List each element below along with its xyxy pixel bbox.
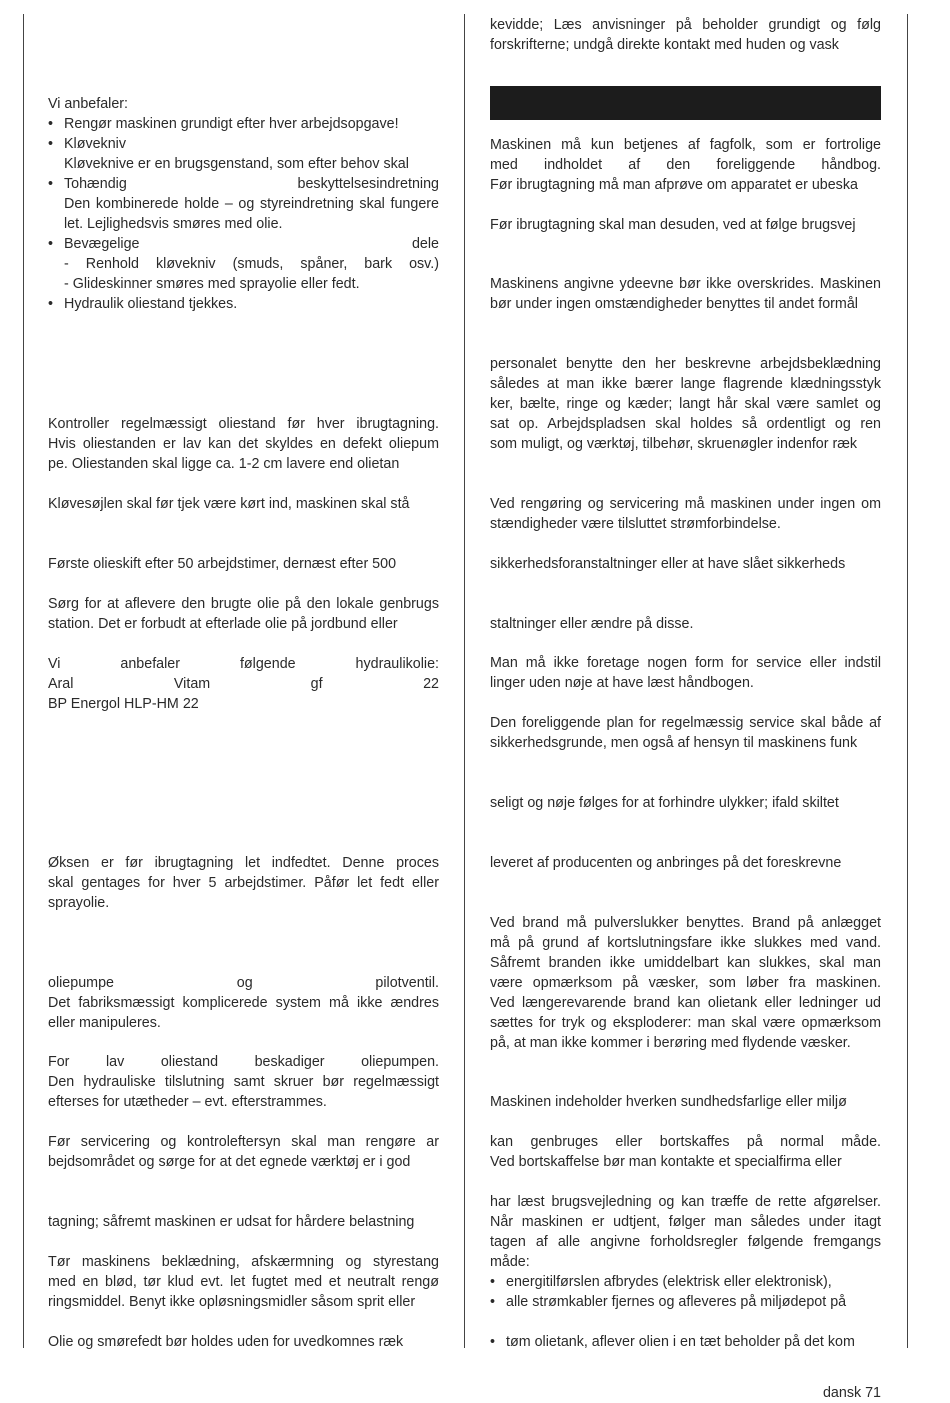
text-line: Den hydrauliske tilslutning samt skruer bør regelmæssigt	[48, 1074, 439, 1090]
text-line: Vi anbefaler:	[48, 96, 129, 112]
text-line: Sørg for at aflevere den brugte olie på den lokale genbrugs	[48, 596, 439, 612]
text-line: Før ibrugtagning må man afprøve om apparatet er ubeska	[490, 177, 858, 193]
text-line: tagning; såfremt maskinen er udsat for hårdere belastning	[48, 1214, 415, 1230]
text-line: Bevægelige dele	[64, 236, 439, 252]
text-line: Kontroller regelmæssigt oliestand før hver ibrugtagning.	[48, 416, 439, 432]
bullet-item	[48, 294, 439, 314]
left-paragraph-oil-level	[48, 414, 439, 474]
text-line: Hvis oliestanden er lav kan det skyldes en defekt oliepum	[48, 436, 439, 452]
text-line: bejdsområdet og sørge for at det egnede værktøj er i god	[48, 1154, 411, 1170]
right-paragraph-fire	[490, 913, 881, 1053]
text-line: Ved brand må pulverslukker benyttes. Brand på anlægget	[490, 915, 881, 931]
right-paragraph-hazardous	[490, 1092, 881, 1112]
text-line: må på grund af kortslutningsfare ikke slukkes med vand.	[490, 935, 881, 951]
text-line: tagen af alle angivne forholdsregler følgende fremgangs	[490, 1234, 881, 1250]
left-paragraph-low-oil	[48, 1052, 439, 1112]
text-line: Såfremt branden ikke umiddelbart kan slukkes, skal man	[490, 955, 881, 971]
bullet-item	[48, 114, 439, 134]
text-line: Tohændig beskyttelsesindretning	[64, 176, 439, 192]
left-paragraph-oil-storage	[48, 1332, 439, 1352]
left-paragraph-hydraulic-oil	[48, 654, 439, 714]
right-paragraph-adjustments	[490, 653, 881, 693]
text-line: pe. Oliestanden skal ligge ca. 1-2 cm lavere end olietan	[48, 456, 400, 472]
bullet-item	[48, 174, 439, 234]
text-line: Maskinens angivne ydeevne bør ikke overskrides. Maskinen	[490, 276, 881, 292]
text-line: ker, bælte, ringe og kæder; langt hår skal være samlet og	[490, 396, 881, 412]
text-line: Ved bortskaffelse bør man kontakte et specialfirma eller	[490, 1154, 842, 1170]
text-line: Kløveknive er en brugsgenstand, som efter behov skal	[64, 156, 409, 172]
bullet-icon: •	[490, 1294, 496, 1310]
right-paragraph-sign	[490, 853, 881, 873]
text-line: sikkerhedsforanstaltninger eller at have slået sikkerheds	[490, 556, 846, 572]
text-line: sættes for tryk og eksploderer: man skal være opmærksom	[490, 1015, 881, 1031]
text-line: forskrifterne; undgå direkte kontakt med huden og vask	[490, 37, 839, 53]
right-paragraph-modify	[490, 614, 881, 634]
text-line: kan genbruges eller bortskaffes på normal måde.	[490, 1134, 881, 1150]
bullet-item	[48, 134, 439, 174]
text-line: oliepumpe og pilotventil.	[48, 975, 439, 991]
text-line: station. Det er forbudt at efterlade olie på jordbund eller	[48, 616, 398, 632]
text-line: Den kombinerede holde – og styreindretning skal fungere	[64, 196, 439, 212]
right-paragraph-container	[490, 15, 881, 55]
right-paragraph-service-plan	[490, 713, 881, 753]
right-paragraph-safety-measures	[490, 554, 881, 574]
text-line: - Glideskinner smøres med sprayolie eller fedt.	[64, 276, 360, 292]
text-line: som muligt, og værktøj, tilbehør, skruenøgler indenfor ræk	[490, 436, 858, 452]
text-line: måde:	[490, 1254, 530, 1270]
text-line: kevidde; Læs anvisninger på beholder grundigt og følg	[490, 17, 881, 33]
left-paragraph-load	[48, 1212, 439, 1232]
left-paragraph-pump-valve	[48, 973, 439, 1033]
text-line: Den foreliggende plan for regelmæssig service skal både af	[490, 715, 881, 731]
text-line: være opmærksom på væsker, som løber fra maskinen.	[490, 975, 881, 991]
right-paragraph-accidents	[490, 793, 881, 813]
text-line: sikkerhedsgrunde, men også af hensyn til maskinens funk	[490, 735, 858, 751]
text-line: personalet benytte den her beskrevne arbejdsbeklædning	[490, 356, 881, 372]
left-paragraph-cleaning	[48, 1252, 439, 1312]
section-heading-bar	[490, 86, 881, 120]
bullet-icon: •	[48, 136, 54, 152]
text-line: Når maskinen er udtjent, følger man således under itagt	[490, 1214, 881, 1230]
text-line: Vi anbefaler følgende hydraulikolie:	[48, 656, 439, 672]
text-line: - Renhold kløvekniv (smuds, spåner, bark osv.)	[64, 256, 439, 272]
text-line: Aral Vitam gf 22	[48, 676, 439, 692]
right-paragraph-operators	[490, 135, 881, 195]
right-paragraph-before-use	[490, 215, 881, 235]
left-paragraph-oil-change	[48, 554, 439, 574]
bullet-icon: •	[490, 1274, 496, 1290]
text-line: Hydraulik oliestand tjekkes.	[64, 296, 238, 312]
text-line: For lav oliestand beskadiger oliepumpen.	[48, 1054, 439, 1070]
bullet-icon: •	[490, 1334, 496, 1350]
text-line: Ved rengøring og servicering må maskinen under ingen om	[490, 496, 881, 512]
text-line: eller manipuleres.	[48, 1015, 161, 1031]
text-line: sprayolie.	[48, 895, 110, 911]
left-paragraph-axe-grease	[48, 853, 439, 913]
text-line: således at man ikke bærer lange flagrende klædningsstyk	[490, 376, 881, 392]
bullet-item	[490, 1292, 881, 1312]
text-line: Kløvesøjlen skal før tjek være kørt ind, maskinen skal stå	[48, 496, 410, 512]
bullet-icon: •	[48, 116, 54, 132]
bullet-item	[490, 1332, 881, 1352]
text-line: på, at man ikke kommer i berøring med flydende væsker.	[490, 1035, 851, 1051]
bullet-icon: •	[48, 176, 54, 192]
text-line: ringsmiddel. Benyt ikke opløsningsmidler såsom sprit eller	[48, 1294, 416, 1310]
right-bullets-oil-tank	[490, 1332, 881, 1352]
text-line: Maskinen indeholder hverken sundhedsfarlige eller miljø	[490, 1094, 847, 1110]
text-line: stændigheder være tilsluttet strømforbindelse.	[490, 516, 781, 532]
text-line: med indholdet af den foreliggende håndbog.	[490, 157, 881, 173]
text-line: skal gentages for hver 5 arbejdstimer. Påfør let fedt eller	[48, 875, 439, 891]
left-paragraph-servicing	[48, 1132, 439, 1172]
column-rule-left	[23, 14, 24, 1348]
bullet-item	[48, 234, 439, 294]
text-line: let. Lejlighedsvis smøres med olie.	[64, 216, 283, 232]
text-line: efterses for utætheder – evt. efterstrammes.	[48, 1094, 327, 1110]
bullet-icon: •	[48, 236, 54, 252]
page-footer: dansk 71	[822, 1385, 881, 1401]
text-line: leveret af producenten og anbringes på det foreskrevne	[490, 855, 842, 871]
text-line: linger uden nøje at have læst håndbogen.	[490, 675, 754, 691]
text-line: alle strømkabler fjernes og afleveres på miljødepot på	[506, 1294, 847, 1310]
text-line: Første olieskift efter 50 arbejdstimer, dernæst efter 500	[48, 556, 397, 572]
text-line: Man må ikke foretage nogen form for service eller indstil	[490, 655, 881, 671]
text-line: Før ibrugtagning skal man desuden, ved at følge brugsvej	[490, 217, 856, 233]
text-line: Tør maskinens beklædning, afskærmning og styrestang	[48, 1254, 439, 1270]
text-line: Før servicering og kontroleftersyn skal man rengøre ar	[48, 1134, 439, 1150]
text-line: BP Energol HLP-HM 22	[48, 696, 199, 712]
bullet-item	[490, 1272, 881, 1292]
text-line: Det fabriksmæssigt komplicerede system må ikke ændres	[48, 995, 439, 1011]
text-line: Ved længerevarende brand kan olietank eller ledninger ud	[490, 995, 881, 1011]
text-line: sat op. Arbejdspladsen skal holdes så ordentligt og ren	[490, 416, 881, 432]
right-paragraph-clothing	[490, 354, 881, 454]
text-line: har læst brugsvejledning og kan træffe de rette afgørelser.	[490, 1194, 881, 1210]
right-bullets-disposal	[490, 1272, 881, 1312]
text-line: bør under ingen omstændigheder benyttes til andet formål	[490, 296, 858, 312]
right-paragraph-performance	[490, 274, 881, 314]
left-paragraph-oil-disposal	[48, 594, 439, 634]
text-line: Kløvekniv	[64, 136, 126, 152]
text-line: seligt og nøje følges for at forhindre ulykker; ifald skiltet	[490, 795, 839, 811]
left-paragraph-splitting-column	[48, 494, 439, 514]
text-line: Øksen er før ibrugtagning let indfedtet. Denne proces	[48, 855, 439, 871]
text-line: energitilførslen afbrydes (elektrisk eller elektronisk),	[506, 1274, 832, 1290]
text-line: Olie og smørefedt bør holdes uden for uvedkomnes ræk	[48, 1334, 404, 1350]
text-line: tøm olietank, aflever olien i en tæt beholder på det kom	[506, 1334, 855, 1350]
text-line: staltninger eller ændre på disse.	[490, 616, 694, 632]
left-bullets-maintenance	[48, 114, 439, 314]
right-paragraph-disposal	[490, 1132, 881, 1172]
text-line: Maskinen må kun betjenes af fagfolk, som er fortrolige	[490, 137, 881, 153]
column-rule-middle	[464, 14, 465, 1348]
right-paragraph-power	[490, 494, 881, 534]
left-intro	[48, 94, 439, 114]
text-line: med en blød, tør klud evt. let fugtet med et neutralt rengø	[48, 1274, 439, 1290]
right-paragraph-end-of-life	[490, 1192, 881, 1272]
bullet-icon: •	[48, 296, 54, 312]
text-line: Rengør maskinen grundigt efter hver arbejdsopgave!	[64, 116, 399, 132]
column-rule-right	[907, 14, 908, 1348]
